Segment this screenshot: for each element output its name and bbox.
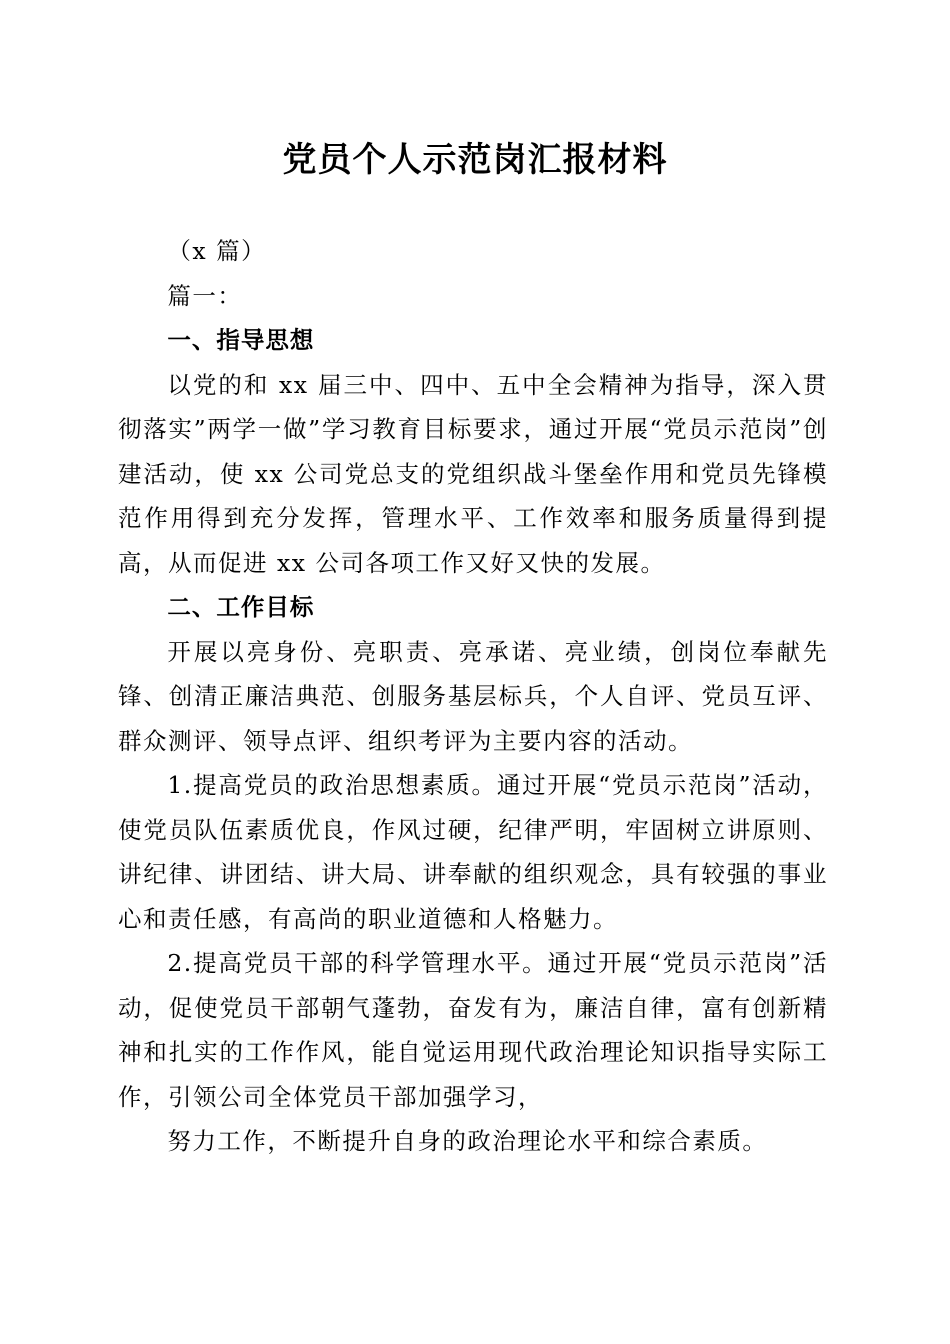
paragraph: 1.提高党员的政治思想素质。通过开展“党员示范岗”活动，使党员队伍素质优良，作风过硬，纪律严明，牢固树立讲原则、讲纪律、讲团结、讲大局、讲奉献的组织观念，具有较强的事业心和责任感，有高尚的职业道德和人格魅力。	[118, 771, 828, 933]
paragraph: 开展以亮身份、亮职责、亮承诺、亮业绩，创岗位奉献先锋、创清正廉洁典范、创服务基层标兵，个人自评、党员互评、群众测评、领导点评、组织考评为主要内容的活动。	[118, 637, 828, 755]
paragraph: 努力工作，不断提升自身的政治理论水平和综合素质。	[167, 1127, 768, 1155]
paragraph: 以党的和 xx 届三中、四中、五中全会精神为指导，深入贯彻落实”两学一做”学习教育目标要求，通过开展“党员示范岗”创建活动，使 xx 公司党总支的党组织战斗堡垒作用和党员先锋模范作用得到充分发挥，管理水平、工作效率和服务质量得到提高，从而促进 xx 公司各项工作又好又快的发展。	[118, 370, 828, 577]
section-heading-work-goals: 二、工作目标	[167, 593, 315, 621]
section-heading-guiding-ideology: 一、指导思想	[167, 326, 315, 354]
paragraph: 2.提高党员干部的科学管理水平。通过开展“党员示范岗”活动，促使党员干部朝气蓬勃，奋发有为，廉洁自律，富有创新精神和扎实的工作作风，能自觉运用现代政治理论知识指导实际工作，引领公司全体党员干部加强学习，	[118, 949, 828, 1111]
document-title: 党员个人示范岗汇报材料	[282, 140, 668, 180]
subtitle: （x 篇）	[167, 237, 267, 265]
document-body	[118, 229, 828, 1164]
part-label: 篇一：	[167, 281, 243, 310]
